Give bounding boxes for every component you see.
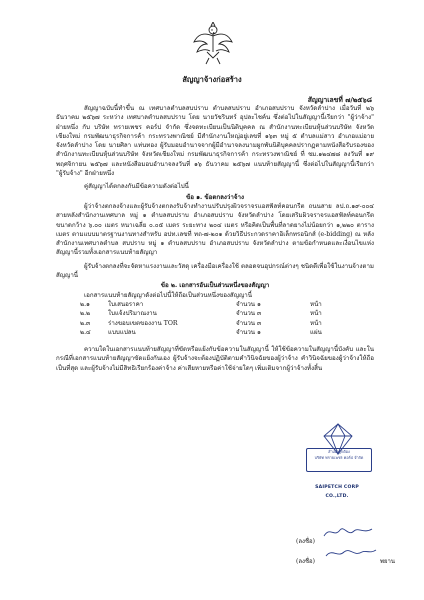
certified-copy-stamp: สำเนาถูกต้อง บริษัท ทรายเพชร คอร์ป จำกัด <box>306 448 372 472</box>
list-item: ๒.๓ ร่างขอบเขตของงาน TOR จำนวน ๓ หน้า <box>80 319 322 327</box>
contract-title: สัญญาจ้างก่อสร้าง <box>182 75 242 84</box>
clause-2-heading: ข้อ ๒. เอกสารอันเป็นส่วนหนึ่งของสัญญา <box>160 282 270 290</box>
garuda-emblem-icon <box>192 22 234 66</box>
agreement-intro: คู่สัญญาได้ตกลงกันมีข้อความดังต่อไปนี้ <box>84 183 189 191</box>
contract-body <box>56 104 374 373</box>
clause-1-heading: ข้อ ๑. ข้อตกลงว่าจ้าง <box>186 193 244 201</box>
signature-2-icon <box>320 544 380 562</box>
attachment-list <box>56 300 374 337</box>
signature-label-1: (ลงชื่อ) <box>296 538 315 545</box>
clause-1-text: ผู้ว่าจ้างตกลงจ้างและผู้รับจ้างตกลงรับจ้างทำงานปรับปรุงผิวจราจรแอสฟัลท์คอนกรีต ถนนสาย ลป.ถ.๑๙-๐๐๔ สายหลังสำนักงานเทศบาล หมู่ ๑ ตำบลสบปราบ อำเภอสบปราบ จังหวัดลำปาง โดยเสริมผิวจราจรแอสฟัลท์คอนกรีต ขนาดกว้าง ๖.๐๐ เมตร หนาเฉลี่ย ๐.๐๕ เมตร ระยะทาง ๒๐๔ เมตร หรือคิดเป็นพื้นที่ลาดยางไม่น้อยกว่า ๑,๒๒๐ ตารางเมตร ตามแบบมาตรฐานงานทางสำหรับ อปท.เลขที่ ทถ-๗-๒๐๑ ด้วยวิธีประกวดราคาอิเล็กทรอนิกส์ (e-bidding) ณ หลังสำนักงานเทศบาลตำบล สบปราบ หมู่ ๑ ตำบลสบปราบ อำเภอสบปราบ จังหวัดลำปาง ตามข้อกำหนดและเงื่อนไขแห่งสัญญานี้รวมทั้งเอกสารแนบท้ายสัญญา <box>56 202 374 257</box>
signature-1-icon <box>320 522 380 542</box>
list-item: ๒.๑ ใบเสนอราคา จำนวน ๑ หน้า <box>80 300 322 308</box>
clause-2-closing: ความใดในเอกสารแนบท้ายสัญญาที่ขัดหรือแย้งกับข้อความในสัญญานี้ ให้ใช้ข้อความในสัญญานี้บังคับ และในกรณีที่เอกสารแนบท้ายสัญญาขัดแย้งกันเอง ผู้รับจ้างจะต้องปฏิบัติตามคำวินิจฉัยของผู้ว่าจ้าง คำวินิจฉัยของผู้ว่าจ้างให้ถือเป็นที่สุด และผู้รับจ้างไม่มีสิทธิเรียกร้องค่าจ้าง ค่าเสียหายหรือค่าใช้จ่ายใดๆ เพิ่มเติมจากผู้ว่าจ้างทั้งสิ้น <box>56 346 374 372</box>
list-item: ๒.๒ ใบแจ้งปริมาณงาน จำนวน ๓ หน้า <box>80 310 322 318</box>
list-item: ๒.๔ แบบแปลน จำนวน ๑ แผ่น <box>80 328 322 336</box>
contract-number: สัญญาเลขที่ ๗/๒๕๖๘ <box>307 96 372 104</box>
clause-2-intro: เอกสารแนบท้ายสัญญาดังต่อไปนี้ให้ถือเป็นส่วนหนึ่งของสัญญานี้ <box>84 291 252 299</box>
stamp-company-name: SAIPETCH CORP CO.,LTD. <box>315 485 359 500</box>
preamble-paragraph: สัญญาฉบับนี้ทำขึ้น ณ เทศบาลตำบลสบปราบ ตำบลสบปราบ อำเภอสบปราบ จังหวัดลำปาง เมื่อวันที่ ๒๖ ธันวาคม ๒๕๖๗ ระหว่าง เทศบาลตำบลสบปราบ โดย นายวัชรินทร์ อุปละไชค์น ซึ่งต่อไปในสัญญานี้เรียกว่า "ผู้ว่าจ้าง" ฝ่ายหนึ่ง กับ บริษัท ทรายเพชร คอร์ป จำกัด ซึ่งจดทะเบียนเป็นนิติบุคคล ณ สำนักงานทะเบียนหุ้นส่วนบริษัท จังหวัดเชียงใหม่ กรมพัฒนาธุรกิจการค้า กระทรวงพาณิชย์ มีสำนักงานใหญ่อยู่เลขที่ ๑๖๓ หมู่ ๕ ตำบลแม่สาว อำเภอแม่อาย จังหวัดลำปาง โดย นายศิลา แท่นทอง ผู้รับมอบอำนาจจากผู้มีอำนาจลงนามผูกพันนิติบุคคลปรากฏตามหนังสือรับรองของสำนักงานทะเบียนหุ้นส่วนบริษัท จังหวัดเชียงใหม่ กรมพัฒนาธุรกิจการค้า กระทรวงพาณิชย์ ที่ ชม.๑๒๔๗๘ ลงวันที่ ๑๙ พฤศจิกายน ๒๕๖๗ และหนังสือมอบอำนาจลงวันที่ ๑๖ ธันวาคม ๒๕๖๗ แนบท้ายสัญญานี้ ซึ่งต่อไปในสัญญานี้เรียกว่า "ผู้รับจ้าง" อีกฝ่ายหนึ่ง <box>56 105 374 178</box>
signature-label-2: (ลงชื่อ) <box>296 558 315 565</box>
clause-1-text-2: ผู้รับจ้างตกลงที่จะจัดหาแรงงานและวัสดุ เครื่องมือเครื่องใช้ ตลอดจนอุปกรณ์ต่างๆ ชนิดดีเพื่อใช้ในงานจ้างตามสัญญานี้ <box>56 262 374 280</box>
witness-label: พยาน <box>380 558 395 565</box>
